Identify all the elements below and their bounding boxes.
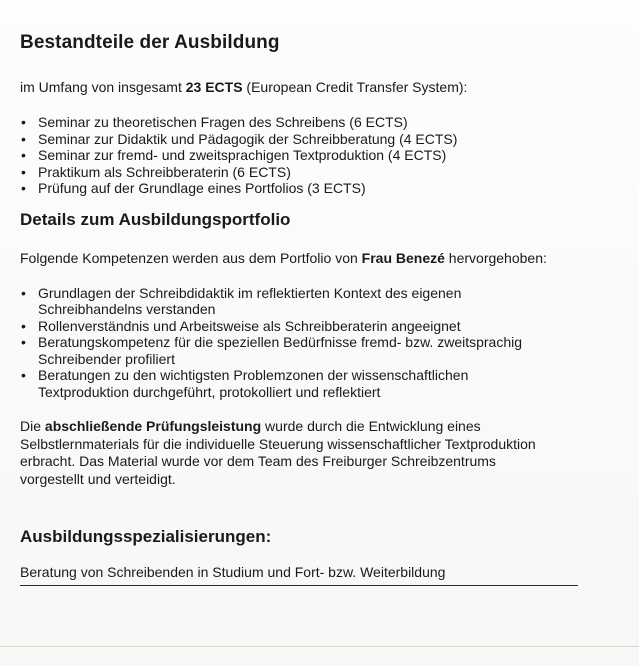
list-item: • Seminar zur fremd- und zweitsprachigen Textproduktion (4 ECTS) [20, 147, 630, 164]
ects-total: 23 ECTS [185, 79, 243, 95]
list-item-line: Rollenverständnis und Arbeitsweise als Schreibberaterin angeeignet [38, 317, 461, 334]
exam-line3: erbracht. Das Material wurde vor dem Team des Freiburger Schreibzentrums [20, 453, 496, 470]
exam-paragraph [20, 418, 630, 488]
ects-intro-prefix: im Umfang von insgesamt [20, 79, 186, 95]
competencies-lead-suffix: hervorgehoben: [444, 249, 547, 266]
section-title-portfolio: Details zum Ausbildungsportfolio [20, 209, 291, 229]
exam-term: abschließende Prüfungsleistung [44, 418, 262, 435]
list-item [20, 285, 630, 318]
list-item-line: Beratungskompetenz für die speziellen Bedürfnisse fremd- bzw. zweitsprachig [38, 334, 523, 351]
candidate-name: Frau Benezé [361, 249, 445, 266]
competencies-lead [20, 249, 630, 267]
ects-intro-suffix: (European Credit Transfer System): [242, 79, 468, 95]
list-item-line: Beratungen zu den wichtigsten Problemzonen der wissenschaftlichen [38, 367, 469, 384]
section-title-components: Bestandteile der Ausbildung [20, 32, 280, 53]
document-content [20, 30, 630, 586]
components-list [20, 114, 630, 197]
list-item [20, 334, 630, 367]
list-item-line: Schreibender profiliert [38, 350, 175, 367]
list-item: • Praktikum als Schreibberaterin (6 ECTS) [20, 164, 630, 181]
exam-line2: Selbstlernmaterials für die individuelle Steuerung wissenschaftlicher Textproduktion [20, 435, 536, 452]
exam-line1-suffix: wurde durch die Entwicklung eines [261, 418, 481, 435]
page-divider [0, 646, 639, 647]
list-item: • Seminar zur Didaktik und Pädagogik der Schreibberatung (4 ECTS) [20, 131, 630, 148]
exam-prefix: Die [20, 418, 45, 435]
list-item-line: Textproduktion durchgeführt, protokolliert und reflektiert [38, 383, 381, 400]
list-item-line: Schreibhandelns verstanden [38, 301, 216, 318]
list-item [20, 367, 630, 400]
specialization-entry: Beratung von Schreibenden in Studium und Fort- bzw. Weiterbildung [20, 563, 578, 586]
exam-line4: vorgestellt und verteidigt. [20, 470, 176, 487]
list-item: • Seminar zu theoretischen Fragen des Schreibens (6 ECTS) [20, 114, 630, 131]
list-item [20, 318, 630, 335]
ects-intro [20, 78, 630, 96]
competencies-list [20, 285, 630, 401]
list-item: • Prüfung auf der Grundlage eines Portfolios (3 ECTS) [20, 180, 630, 197]
competencies-lead-prefix: Folgende Kompetenzen werden aus dem Portfolio von [20, 249, 362, 266]
list-item-line: Grundlagen der Schreibdidaktik im reflektierten Kontext des eigenen [38, 284, 462, 301]
section-title-specializations: Ausbildungsspezialisierungen: [20, 527, 272, 547]
